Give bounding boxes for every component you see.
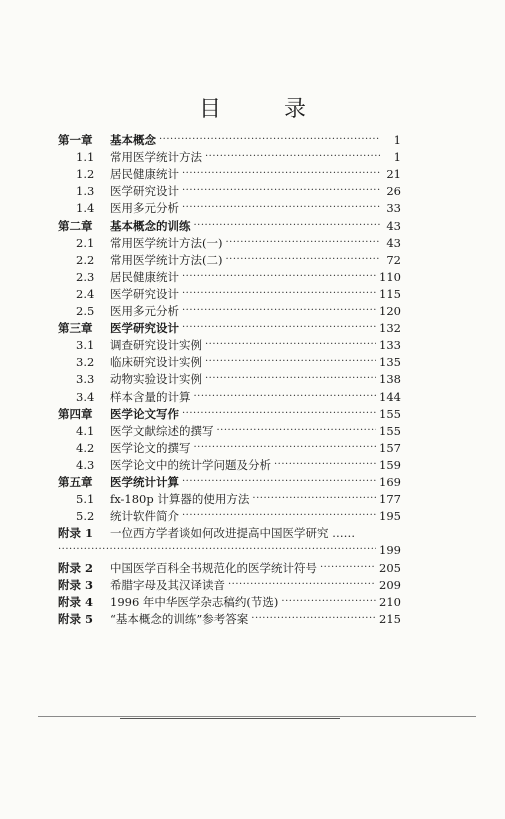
- toc-entry: [58, 149, 401, 165]
- toc-title: 医学研究设计: [110, 184, 179, 199]
- toc-title: 中国医学百科全书规范化的医学统计符号: [110, 560, 317, 575]
- toc-page-number: 1: [393, 133, 401, 147]
- toc-number: 第三章: [58, 321, 93, 336]
- bottom-rule-dark: [120, 718, 340, 719]
- toc-number: 附录 1: [58, 526, 94, 541]
- toc-number: 1.2: [76, 167, 95, 182]
- toc-number: 第四章: [58, 406, 93, 421]
- toc-title: 1996 年中华医学杂志稿约(节选): [110, 594, 279, 609]
- toc-page-number: 199: [379, 543, 401, 558]
- toc-entry: [58, 286, 401, 302]
- toc-entry: [58, 457, 401, 473]
- toc-number: 1.4: [76, 201, 95, 216]
- leader-dots: [274, 457, 376, 473]
- toc-entry: [58, 525, 401, 541]
- toc-entry: [58, 132, 401, 148]
- leader-dots: [182, 200, 380, 216]
- toc-number: 3.3: [76, 372, 95, 387]
- toc-title: 医学论文的撰写: [110, 440, 191, 455]
- toc-page-number: 135: [379, 355, 401, 370]
- toc-page-number: 195: [379, 509, 401, 524]
- leader-dots: [228, 577, 376, 593]
- toc-entry: [58, 542, 401, 558]
- toc-title: 常用医学统计方法(一): [110, 235, 223, 250]
- toc-entry: [58, 269, 401, 285]
- toc-page-number: 43: [386, 218, 401, 233]
- toc-title: 医用多元分析: [110, 304, 179, 318]
- toc-entry: [58, 200, 401, 216]
- toc-entry: [58, 371, 401, 387]
- leader-dots: [182, 406, 376, 422]
- toc-number: 2.4: [76, 286, 95, 301]
- toc-page-number: 169: [379, 475, 401, 489]
- leader-dots: [194, 440, 377, 456]
- toc-title: 基本概念: [110, 133, 156, 147]
- toc-page-number: 26: [386, 184, 401, 199]
- toc-title: “基本概念的训练”参考答案: [110, 611, 249, 626]
- toc-page-number: 157: [379, 440, 401, 455]
- toc-entry: [58, 320, 401, 336]
- toc-page-number: 205: [379, 560, 401, 575]
- toc-entry: [58, 389, 401, 405]
- leader-dots: [205, 371, 376, 387]
- toc-page-number: 21: [386, 167, 401, 182]
- toc-number: 第一章: [58, 133, 93, 147]
- leader-dots: [194, 218, 381, 234]
- toc-title: 医学论文写作: [110, 406, 179, 421]
- toc-number: 附录 5: [58, 611, 94, 626]
- leader-dots: [225, 252, 380, 268]
- leader-dots: [182, 166, 380, 182]
- leader-dots: [159, 132, 380, 148]
- toc-number: 附录 4: [58, 594, 94, 609]
- toc-title: 医学文献综述的撰写: [110, 423, 214, 438]
- leader-dots: [182, 320, 376, 336]
- leader-dots: [281, 594, 376, 610]
- toc-page-number: 33: [386, 201, 401, 216]
- toc-number: 3.4: [76, 389, 95, 404]
- leader-dots: [217, 423, 377, 439]
- toc-entry: [58, 474, 401, 490]
- leader-dots: [205, 149, 380, 165]
- toc-number: 附录 3: [58, 577, 94, 592]
- toc-title: fx-180p 计算器的使用方法: [110, 492, 250, 507]
- toc-number: 第五章: [58, 475, 93, 489]
- toc-page-number: 144: [379, 389, 401, 404]
- leader-dots: [194, 389, 377, 405]
- leader-dots: [182, 286, 376, 302]
- toc-entry: [58, 423, 401, 439]
- toc-entry: [58, 406, 401, 422]
- toc-page-number: 72: [386, 252, 401, 267]
- toc-entry: [58, 594, 401, 610]
- toc-title: 临床研究设计实例: [110, 355, 202, 370]
- toc-number: 5.1: [76, 492, 95, 507]
- page-title: 目 录: [199, 97, 334, 122]
- leader-dots: [182, 269, 376, 285]
- toc-number: 2.2: [76, 252, 95, 267]
- toc-entry: [58, 252, 401, 268]
- toc-page-number: 215: [379, 611, 401, 626]
- toc-entry: [58, 218, 401, 234]
- toc-title: 医学论文中的统计学问题及分析: [110, 457, 271, 472]
- leader-dots: [205, 354, 376, 370]
- toc-entry: [58, 166, 401, 182]
- toc-number: 2.5: [76, 304, 95, 318]
- toc-number: 第二章: [58, 218, 93, 233]
- toc-page-number: 115: [379, 286, 401, 301]
- toc-number: 3.2: [76, 355, 95, 370]
- leader-dots: [225, 235, 380, 251]
- leader-dots: [251, 611, 376, 627]
- toc-page-number: 159: [379, 457, 401, 472]
- toc-page-number: 210: [379, 594, 401, 609]
- toc-title: 统计软件简介: [110, 509, 179, 524]
- toc-entry: [58, 235, 401, 251]
- leader-dots: [182, 303, 376, 319]
- toc-entry: [58, 508, 401, 524]
- bottom-rule: [38, 716, 476, 717]
- toc-title: 居民健康统计: [110, 167, 179, 182]
- leader-dots: [58, 542, 376, 558]
- toc-page-number: 138: [379, 372, 401, 387]
- toc-page-number: 133: [379, 338, 401, 353]
- toc-title: 基本概念的训练: [110, 218, 191, 233]
- toc-entry: [58, 303, 401, 319]
- toc-title: 调查研究设计实例: [110, 338, 202, 353]
- toc-title: 医学统计计算: [110, 475, 179, 489]
- toc-title: 医用多元分析: [110, 201, 179, 216]
- toc-title: 动物实验设计实例: [110, 372, 202, 387]
- leader-dots: [182, 183, 380, 199]
- leader-dots: [205, 337, 376, 353]
- toc-page-number: 155: [379, 423, 401, 438]
- toc-title: 医学研究设计: [110, 321, 179, 336]
- toc-entry: [58, 354, 401, 370]
- toc-title: 常用医学统计方法: [110, 150, 202, 165]
- toc-entry: [58, 577, 401, 593]
- toc-title: 常用医学统计方法(二): [110, 252, 223, 267]
- toc-page-number: 209: [379, 577, 401, 592]
- toc-title: 医学研究设计: [110, 286, 179, 301]
- toc-number: 2.1: [76, 235, 95, 250]
- toc-title: 一位西方学者谈如何改进提高中国医学研究 ……: [110, 526, 356, 541]
- toc-entry: [58, 560, 401, 576]
- toc-title: 希腊字母及其汉译读音: [110, 577, 225, 592]
- toc-title: 居民健康统计: [110, 269, 179, 284]
- toc-title: 样本含量的计算: [110, 389, 191, 404]
- toc-entry: [58, 337, 401, 353]
- leader-dots: [182, 474, 376, 490]
- toc-entry: [58, 183, 401, 199]
- toc-number: 1.3: [76, 184, 95, 199]
- toc-page-number: 110: [379, 269, 401, 284]
- toc-number: 3.1: [76, 338, 95, 353]
- toc-page-number: 1: [393, 150, 401, 165]
- toc-number: 2.3: [76, 269, 95, 284]
- toc-entry: [58, 611, 401, 627]
- leader-dots: [252, 491, 376, 507]
- toc-page-number: 120: [379, 304, 401, 318]
- toc-page-number: 43: [386, 235, 401, 250]
- toc-page-number: 132: [379, 321, 401, 336]
- leader-dots: [320, 560, 376, 576]
- toc-page-number: 155: [379, 406, 401, 421]
- toc-number: 4.3: [76, 457, 95, 472]
- toc-number: 4.2: [76, 440, 95, 455]
- toc-entry: [58, 440, 401, 456]
- toc-page-number: 177: [379, 492, 401, 507]
- toc-number: 1.1: [76, 150, 95, 165]
- leader-dots: [182, 508, 376, 524]
- toc-number: 附录 2: [58, 560, 94, 575]
- toc-number: 4.1: [76, 423, 95, 438]
- toc-number: 5.2: [76, 509, 95, 524]
- toc-entry: [58, 491, 401, 507]
